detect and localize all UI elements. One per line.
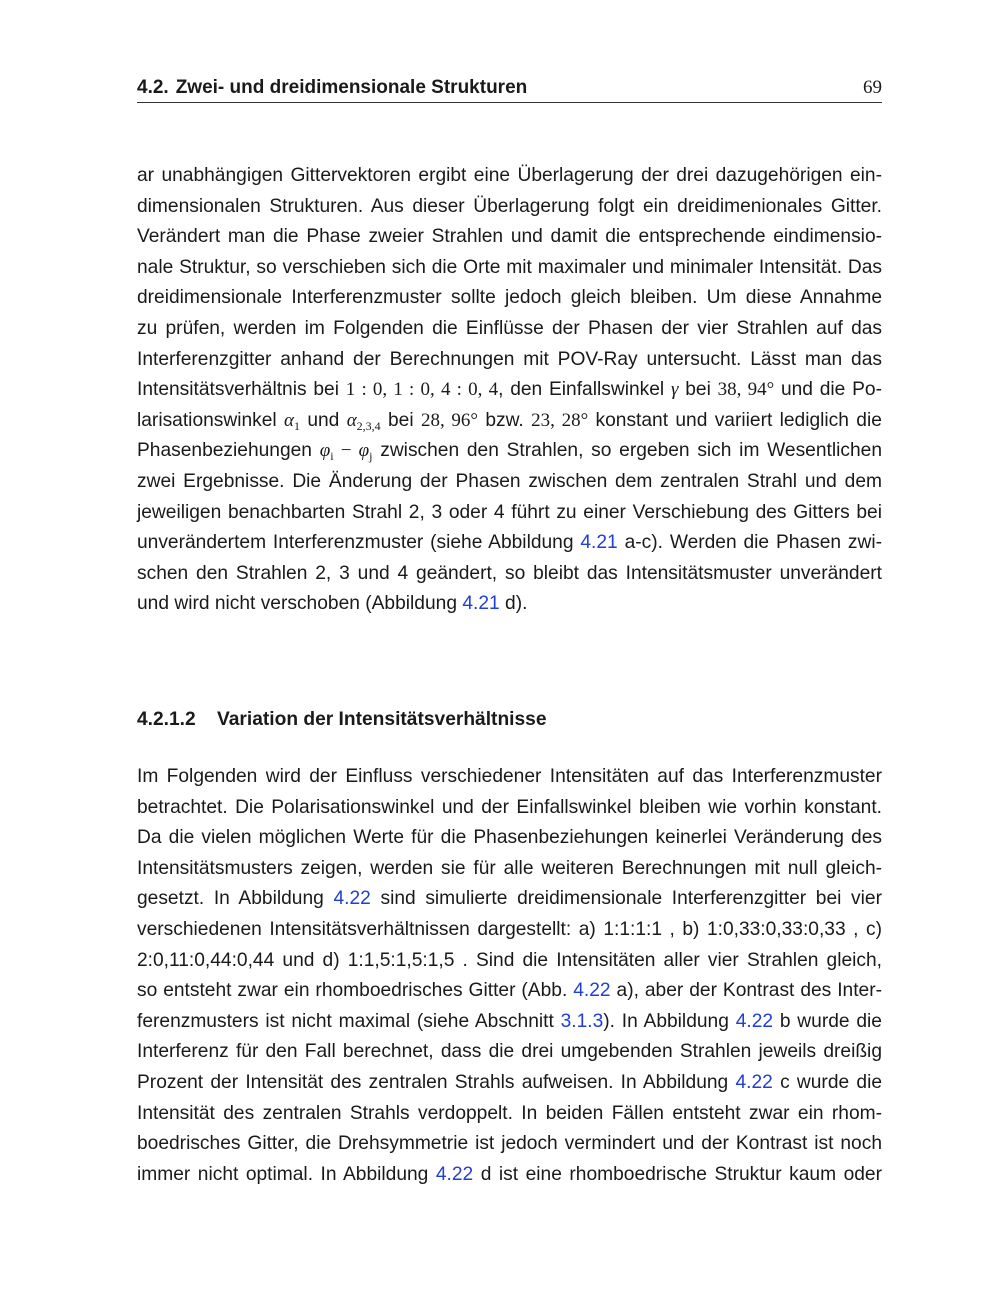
figure-reference-link[interactable]: 4.21 <box>462 593 500 615</box>
text-run: immer nicht optimal. In Abbildung <box>137 1163 429 1185</box>
text-run: c wurde die <box>780 1071 883 1093</box>
polarization-angle-value: 23, 28° <box>531 409 589 431</box>
figure-reference-link[interactable]: 4.22 <box>333 888 371 910</box>
text-line <box>137 375 882 406</box>
text-line <box>137 406 882 437</box>
phase-difference-formula <box>319 440 373 464</box>
text-line: Interferenz für den Fall berechnet, dass die drei umgebenden Strahlen jeweils dreißig <box>137 1041 882 1063</box>
alpha-subscript: 2,3,4 <box>356 418 381 433</box>
text-line <box>137 589 882 620</box>
text-line <box>137 1068 882 1099</box>
alpha-subscript: 1 <box>294 418 301 433</box>
text-line <box>137 1007 882 1038</box>
phi-letter: φ <box>358 440 370 462</box>
text-line: schen den Strahlen 2, 3 und 4 geändert, so bleibt das Intensitätsmuster unverändert <box>137 562 882 584</box>
figure-reference-link[interactable]: 4.22 <box>735 1010 774 1032</box>
text-run: a), aber der Kontrast des Inter- <box>616 980 882 1002</box>
section-title: Variation der Intensitätsverhältnisse <box>217 709 547 730</box>
intensity-ratio-formula: 1 : 0, 1 : 0, 4 : 0, 4 <box>345 379 499 401</box>
section-reference-link[interactable]: 3.1.3 <box>560 1010 604 1032</box>
text-run: a-c). Werden die Phasen zwi- <box>624 532 882 554</box>
paragraph-intensity-ratios <box>137 762 882 1190</box>
incidence-angle-value: 38, 94° <box>717 379 775 401</box>
text-line <box>137 436 882 467</box>
text-line: nale Struktur, so verschieben sich die Orte mit maximaler und minimaler Intensität. Das <box>137 256 882 278</box>
text-run: zwischen den Strahlen, so ergeben sich im Wesentlichen <box>380 440 882 462</box>
text-run: ferenzmusters ist nicht maximal (siehe Abschnitt <box>137 1010 554 1032</box>
text-run: und <box>307 409 340 431</box>
text-run: d). <box>505 593 528 615</box>
section-heading <box>137 707 882 733</box>
header-section-number: 4.2. <box>137 77 169 98</box>
section-number: 4.2.1.2 <box>137 709 196 730</box>
phi-subscript: i <box>330 449 334 464</box>
alpha1-symbol <box>284 410 300 431</box>
alpha-letter: α <box>346 409 357 431</box>
text-run: bei <box>685 379 711 401</box>
alpha-letter: α <box>284 409 295 431</box>
alpha234-symbol <box>347 410 381 431</box>
figure-reference-link[interactable]: 4.22 <box>735 1071 773 1093</box>
text-run: und die Po- <box>780 379 882 401</box>
figure-reference-link[interactable]: 4.21 <box>580 532 618 554</box>
text-line: betrachtet. Die Polarisationswinkel und der Einfallswinkel bleiben wie vorhin konstant. <box>137 796 882 818</box>
text-run: bei <box>388 409 414 431</box>
text-line: boedrisches Gitter, die Drehsymmetrie ist jedoch vermindert und der Kontrast ist noch <box>137 1133 882 1155</box>
text-line <box>137 884 882 915</box>
text-line: ar unabhängigen Gittervektoren ergibt eine Überlagerung der drei dazugehörigen ein- <box>137 165 882 186</box>
text-run: bzw. <box>485 409 524 431</box>
text-run: ). In Abbildung <box>603 1010 729 1032</box>
header-section-text: Zwei- und dreidimensionale Strukturen <box>175 77 528 98</box>
text-run: gesetzt. In Abbildung <box>137 888 324 910</box>
text-line <box>137 528 882 559</box>
text-line: Da die vielen möglichen Werte für die Phasenbeziehungen keinerlei Veränderung des <box>137 827 882 849</box>
text-line: Verändert man die Phase zweier Strahlen und damit die entsprechende eindimensio- <box>137 226 882 248</box>
text-line: dimensionalen Strukturen. Aus dieser Überlagerung folgt ein dreidimenionales Gitter. <box>137 195 882 217</box>
gamma-symbol <box>671 379 679 400</box>
text-run: larisationswinkel <box>137 409 277 431</box>
text-line: Im Folgenden wird der Einfluss verschiedener Intensitäten auf das Interferenzmuster <box>137 766 882 787</box>
polarization-angle-value: 28, 96° <box>420 409 479 431</box>
text-line: Interferenzgitter anhand der Berechnungen mit POV-Ray untersucht. Lässt man das <box>137 348 882 370</box>
text-line: zwei Ergebnisse. Die Änderung der Phasen zwischen dem zentralen Strahl und dem <box>137 470 882 492</box>
text-line: verschiedenen Intensitätsverhältnissen dargestellt: a) 1:1:1:1 , b) 1:0,33:0,33:0,33 , c) <box>137 918 882 940</box>
text-run: und wird nicht verschoben (Abbildung <box>137 593 457 615</box>
text-line: Intensität des zentralen Strahls verdoppelt. In beiden Fällen entsteht zwar ein rhom- <box>137 1102 882 1124</box>
text-run: b wurde die <box>779 1010 882 1032</box>
text-line <box>137 976 882 1007</box>
page-number: 69 <box>863 77 882 98</box>
text-run: sind simulierte dreidimensionale Interferenzgitter bei vier <box>380 888 882 910</box>
figure-reference-link[interactable]: 4.22 <box>435 1163 474 1185</box>
text-line: jeweiligen benachbarten Strahl 2, 3 oder 4 führt zu einer Verschiebung des Gitters bei <box>137 501 882 523</box>
text-run: so entsteht zwar ein rhomboedrisches Gitter (Abb. <box>137 980 568 1002</box>
text-run: konstant und variiert lediglich die <box>595 409 882 431</box>
text-run: d ist eine rhomboedrische Struktur kaum oder <box>480 1163 882 1185</box>
text-run: Intensitätsverhältnis bei <box>137 379 339 401</box>
phi-subscript: j <box>369 449 373 464</box>
figure-reference-link[interactable]: 4.22 <box>573 980 611 1002</box>
gamma-letter: γ <box>670 379 679 401</box>
paragraph-phase-variation <box>137 161 882 620</box>
text-line <box>137 1160 882 1191</box>
text-line: 2:0,11:0,44:0,44 und d) 1:1,5:1,5:1,5 . Sind die Intensitäten aller vier Strahlen gleich, <box>137 949 882 971</box>
phi-letter: φ <box>319 440 331 462</box>
text-run: , den Einfallswinkel <box>498 379 665 401</box>
text-run: Prozent der Intensität des zentralen Strahls aufweisen. In Abbildung <box>137 1071 729 1093</box>
text-run: unverändertem Interferenzmuster (siehe Abbildung <box>137 532 574 554</box>
text-line: zu prüfen, werden im Folgenden die Einflüsse der Phasen der vier Strahlen auf das <box>137 317 882 339</box>
running-header <box>137 76 882 103</box>
header-section-title <box>137 76 527 100</box>
text-line: Intensitätsmusters zeigen, werden sie für alle weiteren Berechnungen mit null gleich- <box>137 857 882 879</box>
text-line: dreidimensionale Interferenzmuster sollte jedoch gleich bleiben. Um diese Annahme <box>137 287 882 309</box>
text-run: Phasenbeziehungen <box>137 440 312 462</box>
minus-sign: − <box>340 440 352 462</box>
